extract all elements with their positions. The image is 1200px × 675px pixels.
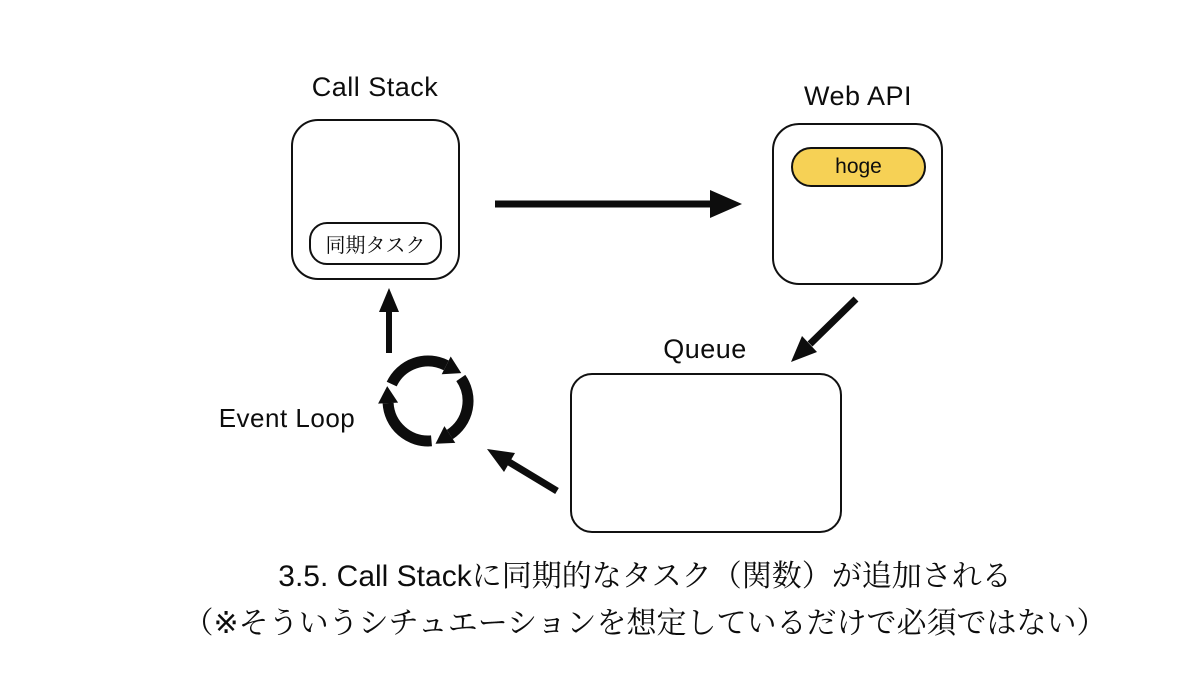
caption-line-1: 3.5. Call Stackに同期的なタスク（関数）が追加される (278, 560, 1012, 593)
call-stack-to-web-api-arrow (495, 190, 742, 218)
web-api-label: Web API (803, 81, 913, 111)
queue-box (570, 373, 842, 533)
queue-label: Queue (663, 334, 747, 364)
caption (90, 553, 1200, 647)
event-loop-label: Event Loop (218, 403, 356, 433)
hoge-task-pill (791, 147, 926, 187)
caption-line-2: （※そういうシチュエーションを想定しているだけで必須ではない） (183, 607, 1107, 640)
hoge-task-label: hoge (835, 155, 882, 178)
call-stack-label: Call Stack (311, 72, 439, 102)
event-loop-to-call-stack-arrow (379, 288, 399, 353)
sync-task-label: 同期タスク (325, 235, 426, 257)
sync-task-pill (309, 222, 442, 265)
queue-to-event-loop-arrow (487, 449, 557, 491)
